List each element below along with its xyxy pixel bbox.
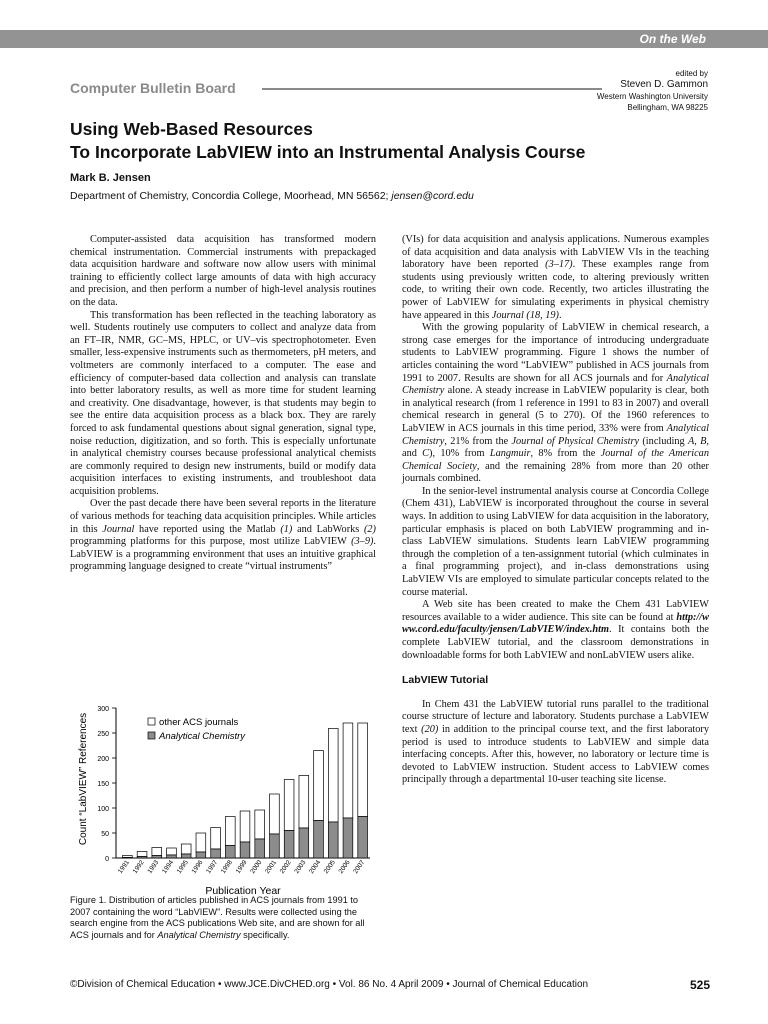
- column-rule: [262, 88, 602, 90]
- bar-analytical-chemistry: [211, 849, 221, 858]
- y-tick-label: 150: [97, 781, 109, 788]
- bar-analytical-chemistry: [137, 857, 147, 859]
- x-tick-label: 1998: [219, 859, 234, 875]
- bar-other-acs-journals: [270, 794, 280, 834]
- editor-location: Bellingham, WA 98225: [627, 103, 708, 112]
- caption-label: Figure 1.: [70, 895, 107, 905]
- bar-other-acs-journals: [152, 848, 162, 856]
- x-tick-label: 2000: [249, 859, 264, 875]
- labview-references-chart: [70, 700, 380, 900]
- bar-analytical-chemistry: [255, 839, 265, 858]
- right-column: [402, 234, 709, 787]
- bar-analytical-chemistry: [314, 821, 324, 859]
- legend-swatch-other: [148, 718, 155, 725]
- bar-analytical-chemistry: [270, 834, 280, 858]
- bar-other-acs-journals: [240, 811, 250, 842]
- column-name: Computer Bulletin Board: [70, 80, 236, 96]
- x-tick-label: 1994: [161, 859, 176, 875]
- bar-other-acs-journals: [167, 848, 177, 855]
- bar-analytical-chemistry: [225, 846, 235, 859]
- affiliation-text: Department of Chemistry, Concordia College, Moorhead, MN 56562;: [70, 190, 392, 202]
- paragraph: Computer-assisted data acquisition has transformed modern chemical instrumentation. Commercial instruments with prepackaged data acquisition hardware and software now allow users with minimal training to efficiently collect large amounts of data with high accuracy and precision, and then perform a number of high-level analysis routines on the data.: [70, 234, 376, 308]
- bar-analytical-chemistry: [152, 856, 162, 859]
- author-affiliation: [70, 190, 474, 202]
- paragraph: In Chem 431 the LabVIEW tutorial runs parallel to the traditional course structure of lecture and laboratory. Students purchase a LabVIEW text (20) in addition to the principal course text, and the first laboratory period is used to introduce students to LabVIEW and simple data interfacing concepts. After this, however, no laboratory or lecture time is devoted to LabVIEW instruction. Student access to LabVIEW comes principally through a departmental 10-user teaching site license.: [402, 698, 710, 786]
- bar-analytical-chemistry: [358, 817, 368, 859]
- x-tick-label: 1999: [234, 859, 249, 875]
- x-tick-label: 2006: [337, 859, 352, 875]
- bar-other-acs-journals: [196, 833, 206, 852]
- bar-analytical-chemistry: [196, 852, 206, 858]
- y-tick-label: 100: [97, 806, 109, 813]
- y-axis-label: Count “LabVIEW” References: [78, 712, 89, 846]
- legend-label-analytical: Analytical Chemistry: [159, 731, 246, 742]
- x-tick-label: 1996: [190, 859, 205, 875]
- x-tick-label: 1992: [131, 859, 146, 875]
- bar-other-acs-journals: [299, 776, 309, 829]
- editor-block: [597, 69, 708, 112]
- title-line-1: Using Web-Based Resources: [70, 119, 313, 139]
- paragraph: In the senior-level instrumental analysis course at Concordia College (Chem 431), LabVIEW is incorporated throughout the course in several ways. In addition to using LabVIEW for data acquisition in the laboratory, particular emphasis is placed on both LabVIEW programming and in-class LabVIEW simulations. Students learn LabVIEW programming through the completion of a ten-assignment tutorial (which culminates in a final programming project), and in-class demonstrations using LabVIEW VIs are employed to simulate particular concepts related to the course material.: [402, 485, 709, 598]
- legend-swatch-analytical: [148, 732, 155, 739]
- bar-analytical-chemistry: [123, 858, 133, 859]
- x-tick-label: 1991: [116, 859, 131, 875]
- paragraph: Over the past decade there have been several reports in the literature of various methods for teaching data acquisition principles. While articles in this Journal have reported using the Matlab (1) and LabWorks (2) programming platforms for this purpose, most utilize LabVIEW (3–9). LabVIEW is a programming environment that uses an intuitive graphical programming language designed to create “virtual instruments”: [70, 498, 376, 573]
- article-title: [70, 118, 585, 164]
- y-tick-label: 200: [97, 756, 109, 763]
- bar-analytical-chemistry: [240, 842, 250, 858]
- section-heading: LabVIEW Tutorial: [402, 674, 489, 687]
- section-label: On the Web: [639, 32, 706, 46]
- x-tick-label: 2001: [264, 859, 279, 875]
- tutorial-url-link[interactable]: http://www.cord.edu/faculty/jensen/LabVIEW/index.htm: [402, 611, 709, 636]
- x-tick-label: 1997: [205, 859, 220, 875]
- x-tick-label: 2003: [293, 859, 308, 875]
- paragraph: This transformation has been reflected in the teaching laboratory as well. Students routinely use computers to collect and analyze data from an FT–IR, NMR, GC–MS, HPLC, or UV–vis spectrophotometer. Even smaller, less-expensive instruments such as thermometers, pH meters, and voltmeters are commonly interfaced to a computer. The ease and efficiency of computer-based data collection and analysis can translate into better laboratory results, as well as more time for student learning and creativity. One disadvantage, however, is that students may begin to see the entire data acquisition process as a black box. They are rarely forced to ask fundamental questions about signal generation, signal type, noise reduction, digitization, and so forth. This is especially unfortunate in analytical chemistry courses because professional analytical chemists are commonly required to design new instruments, build or modify data acquisition interfaces to existing instruments, and troubleshoot data acquisition problems.: [70, 309, 376, 497]
- paragraph: (VIs) for data acquisition and analysis applications. Numerous examples of data acquisition and data analysis with LabVIEW VIs in the teaching laboratory have been reported (3–17). These examples range from students using previously written code, to altering previously written code, to writing their own code. Recently, two articles illustrating the power of LabVIEW for simulating experiments in physical chemistry have appeared in this Journal (18, 19).: [402, 234, 709, 321]
- bar-other-acs-journals: [358, 723, 368, 817]
- editor-name: Steven D. Gammon: [620, 79, 708, 90]
- x-tick-label: 1993: [146, 859, 161, 875]
- x-tick-label: 1995: [175, 859, 190, 875]
- bar-other-acs-journals: [284, 780, 294, 831]
- page-footer: [70, 979, 710, 990]
- paragraph: With the growing popularity of LabVIEW in chemical research, a strong case emerges for the importance of introducing undergraduate students to LabVIEW programming. Figure 1 shows the number of articles containing the word “LabVIEW” published in ACS journals from 1991 to 2007. Results are shown for all ACS journals and for Analytical Chemistry alone. A steady increase in LabVIEW popularity is clear, both in analytical research (from 1 reference in 1991 to 83 in 2007) and overall chemical research in general (5 to 270). Of the 1960 references to LabVIEW in ACS journals in this time period, 33% were from Analytical Chemistry, 21% from the Journal of Physical Chemistry (including A, B, and C), 10% from Langmuir, 8% from the Journal of the American Chemical Society, and the remaining 28% from more than 20 other journals combined.: [402, 322, 709, 485]
- legend-label-other: other ACS journals: [159, 717, 239, 728]
- figure-caption: Figure 1. Distribution of articles published in ACS journals from 1991 to 2007 containing the word “LabVIEW”. Results were collected using the search engine from the ACS publications Web site, and are shown for all ACS journals and for Analytical Chemistry specifically.: [70, 895, 365, 940]
- y-tick-label: 50: [101, 831, 109, 838]
- edited-by: edited by: [675, 69, 708, 78]
- bar-other-acs-journals: [211, 828, 221, 850]
- page-number: 525: [689, 978, 710, 992]
- bar-analytical-chemistry: [167, 855, 177, 858]
- x-tick-label: 2005: [322, 859, 337, 875]
- figure-1: [70, 700, 380, 900]
- author-email[interactable]: jensen@cord.edu: [391, 190, 474, 202]
- bar-analytical-chemistry: [343, 818, 353, 858]
- author-name: Mark B. Jensen: [70, 172, 151, 184]
- x-tick-label: 2002: [278, 859, 293, 875]
- footer-text: ©Division of Chemical Education • www.JCE.DivCHED.org • Vol. 86 No. 4 April 2009 • Journal of Chemical Education: [70, 979, 589, 990]
- bar-other-acs-journals: [314, 751, 324, 821]
- title-line-2: To Incorporate LabVIEW into an Instrumental Analysis Course: [70, 142, 586, 162]
- paragraph: A Web site has been created to make the Chem 431 LabVIEW resources available to a wider audience. This site can be found at http://www.cord.edu/faculty/jensen/LabVIEW/index.htm. It contains both the complete LabVIEW tutorial, and the classroom demonstrations in downloadable forms for both LabVIEW and nonLabVIEW users alike.: [402, 599, 709, 661]
- bar-analytical-chemistry: [284, 831, 294, 859]
- bar-other-acs-journals: [343, 723, 353, 818]
- y-tick-label: 300: [97, 706, 109, 713]
- bar-analytical-chemistry: [299, 828, 309, 858]
- x-tick-label: 2004: [308, 859, 323, 875]
- left-column: [70, 234, 376, 574]
- bar-other-acs-journals: [328, 729, 338, 823]
- bar-other-acs-journals: [181, 844, 191, 854]
- bar-other-acs-journals: [225, 817, 235, 846]
- editor-university: Western Washington University: [596, 92, 708, 101]
- y-tick-label: 0: [105, 856, 109, 863]
- bar-analytical-chemistry: [181, 854, 191, 858]
- bar-analytical-chemistry: [328, 822, 338, 858]
- y-tick-label: 250: [97, 731, 109, 738]
- x-tick-label: 2007: [352, 859, 367, 875]
- x-axis-label: Publication Year: [205, 885, 281, 897]
- bar-other-acs-journals: [255, 810, 265, 839]
- bar-other-acs-journals: [137, 852, 147, 857]
